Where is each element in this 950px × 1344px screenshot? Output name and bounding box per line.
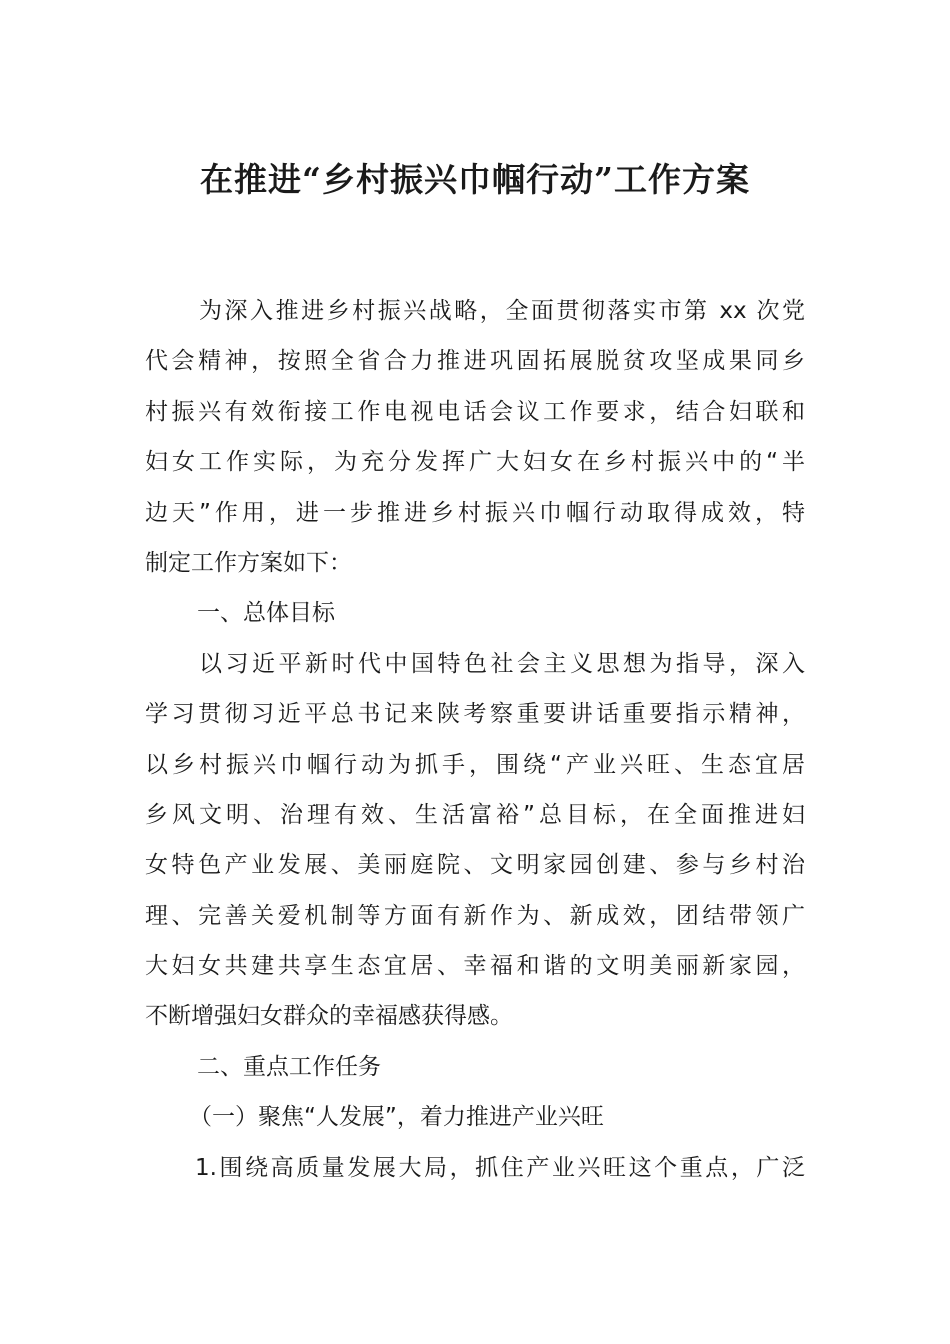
paragraph-line: 大妇女共建共享生态宜居、幸福和谐的文明美丽新家园， [145, 953, 805, 980]
document-body [145, 286, 805, 1193]
paragraph-line: 为深入推进乡村振兴战略，全面贯彻落实市第 xx 次党 [199, 298, 805, 324]
paragraph-line: 学习贯彻习近平总书记来陕考察重要讲话重要指示精神， [145, 701, 805, 728]
paragraph-line: 边天”作用，进一步推进乡村振兴巾帼行动取得成效，特 [145, 499, 805, 526]
paragraph-line: 理、完善关爱机制等方面有新作为、新成效，团结带领广 [145, 902, 805, 929]
paragraph-line: 女特色产业发展、美丽庭院、文明家园创建、参与乡村治 [145, 852, 805, 879]
paragraph-line: 以习近平新时代中国特色社会主义思想为指导，深入 [199, 650, 805, 677]
paragraph-line: 妇女工作实际，为充分发挥广大妇女在乡村振兴中的“半 [145, 449, 805, 476]
section-heading: 一、总体目标 [197, 600, 335, 627]
subsection-heading: （一）聚焦“人发展”，着力推进产业兴旺 [189, 1104, 604, 1131]
paragraph-line: 以乡村振兴巾帼行动为抓手，围绕“产业兴旺、生态宜居 [145, 751, 805, 778]
section-heading: 二、重点工作任务 [197, 1053, 381, 1080]
paragraph-line: 村振兴有效衔接工作电视电话会议工作要求，结合妇联和 [145, 398, 805, 425]
document-title: 在推进“乡村振兴巾帼行动”工作方案 [200, 160, 750, 199]
paragraph-line: 乡风文明、治理有效、生活富裕”总目标，在全面推进妇 [145, 801, 805, 828]
paragraph-line: 不断增强妇女群众的幸福感获得感。 [145, 1003, 513, 1030]
paragraph-line: 代会精神，按照全省合力推进巩固拓展脱贫攻坚成果同乡 [145, 348, 805, 375]
paragraph-line: 制定工作方案如下： [145, 549, 352, 576]
paragraph-line: 1.围绕高质量发展大局，抓住产业兴旺这个重点，广泛 [195, 1154, 805, 1181]
